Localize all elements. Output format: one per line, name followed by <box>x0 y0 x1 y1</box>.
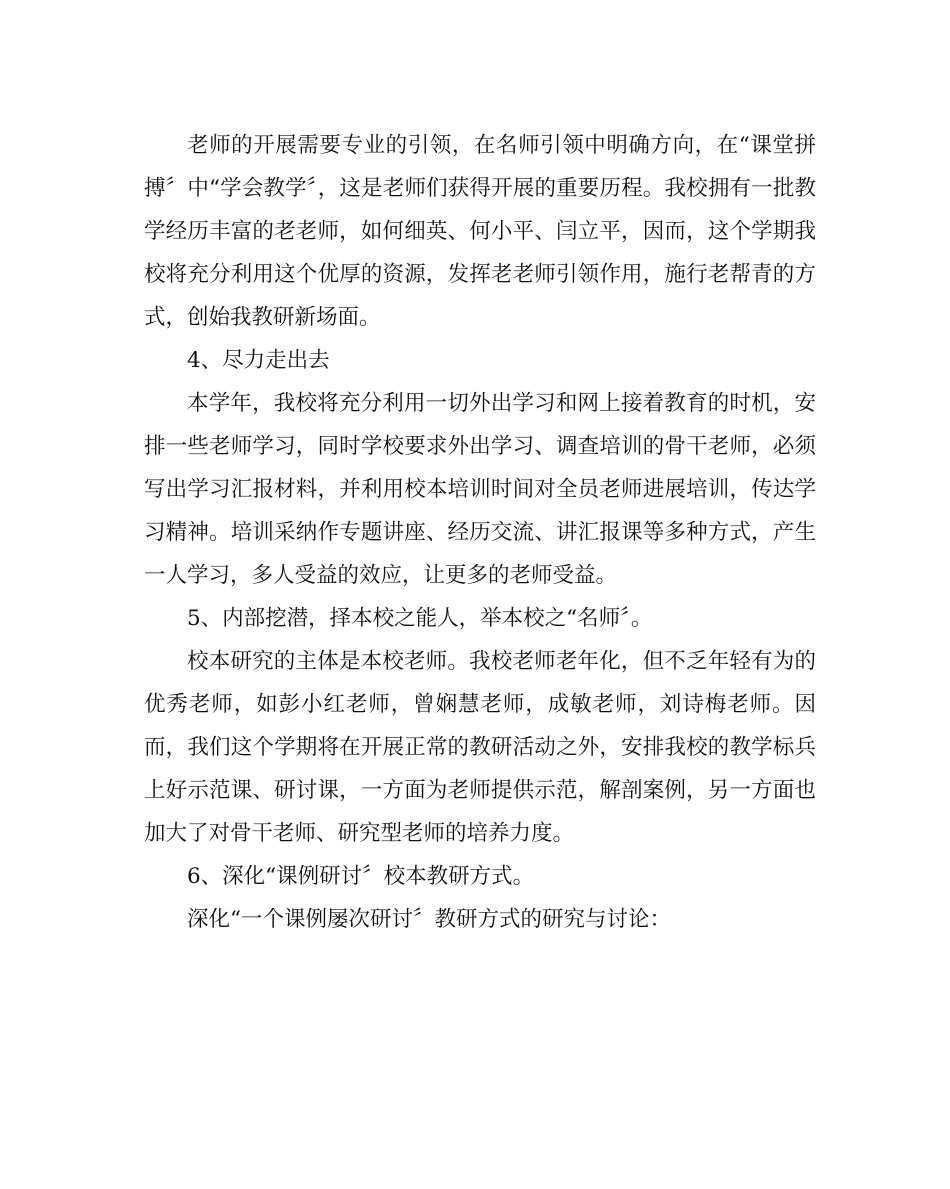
paragraph-external-learning: 本学年，我校将充分利用一切外出学习和网上接着教育的时机，安排一些老师学习，同时学校要求外出学习、调查培训的骨干老师，必须写出学习汇报材料，并利用校本培训时间对全员老师进展培训，传达学习精神。培训采纳作专题讲座、经历交流、讲汇报课等多种方式，产生一人学习，多人受益的效应，让更多的老师受益。 <box>144 391 816 588</box>
heading-case-study: 6、深化“课例研讨〞校本教研方式。 <box>187 864 535 889</box>
document-body <box>144 124 816 941</box>
paragraph-school-research: 校本研究的主体是本校老师。我校老师老年化，但不乏年轻有为的优秀老师，如彭小红老师，曾娴慧老师，成敏老师，刘诗梅老师。因而，我们这个学期将在开展正常的教研活动之外，安排我校的教学标兵上好示范课、研讨课，一方面为老师提供示范，解剖案例，另一方面也加大了对骨干老师、研究型老师的培养力度。 <box>144 649 816 846</box>
heading-internal-talent: 5、内部挖潜，择本校之能人，举本校之“名师〞。 <box>187 606 653 631</box>
paragraph-teacher-guidance: 老师的开展需要专业的引领，在名师引领中明确方向，在“课堂拼搏〞中“学会教学〞，这是老师们获得开展的重要历程。我校拥有一批教学经历丰富的老老师，如何细英、何小平、闫立平，因而，这个学期我校将充分利用这个优厚的资源，发挥老老师引领作用，施行老帮青的方式，创始我教研新场面。 <box>144 133 816 330</box>
heading-go-out: 4、尽力走出去 <box>187 348 330 373</box>
paragraph-case-study-intro: 深化“一个课例屡次研讨〞教研方式的研究与讨论： <box>187 907 671 932</box>
